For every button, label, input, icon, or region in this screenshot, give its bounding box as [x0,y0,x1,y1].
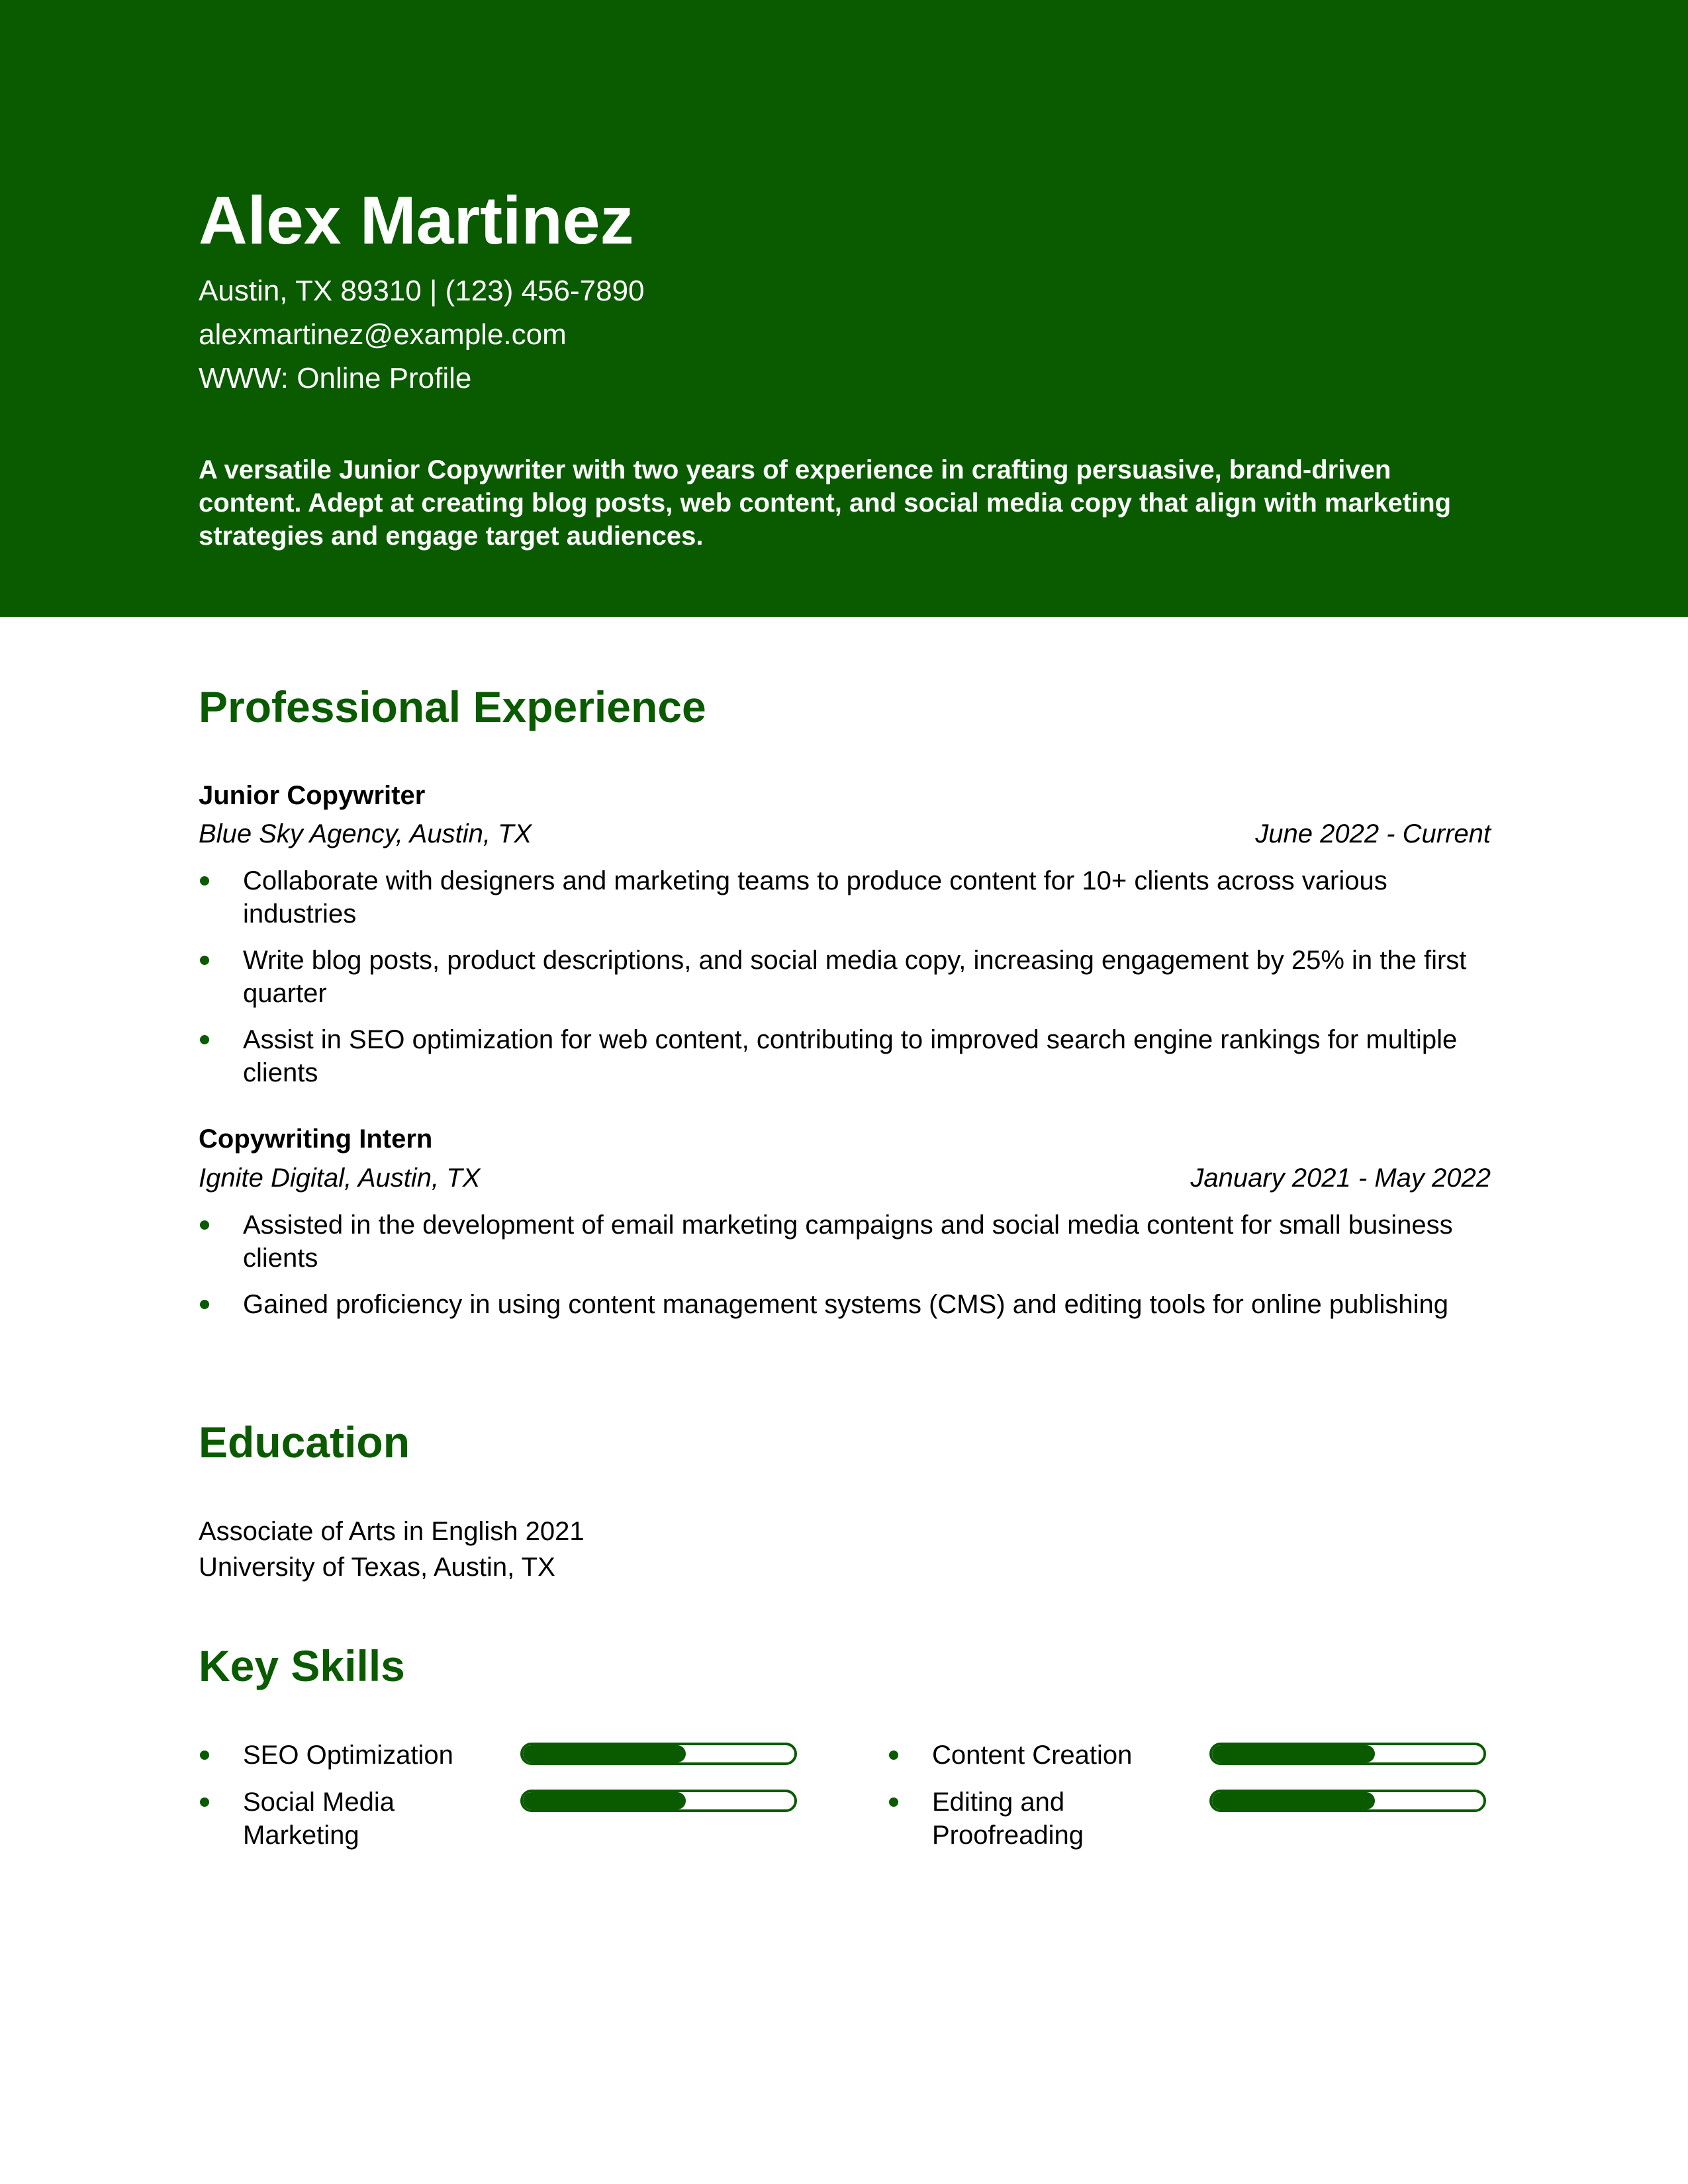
list-item: Write blog posts, product descriptions, and social media copy, increasing engagement by 25% in the first quarter [199,944,1487,1010]
job-bullets [199,1208,1496,1334]
education-section-title: Education [199,1418,410,1467]
skill-level-bar [1209,1743,1486,1765]
education-school: University of Texas, Austin, TX [199,1553,555,1582]
professional-summary: A versatile Junior Copywriter with two years of experience in crafting persuasive, brand-driven content. Adept at creating blog posts, web content, and social media copy that align with marketing strategies and engage target audiences. [199,455,1452,551]
job-title: Copywriting Intern [199,1124,433,1154]
header-banner [0,0,1688,617]
job-company: Ignite Digital, Austin, TX [199,1163,481,1193]
job-company: Blue Sky Agency, Austin, TX [199,819,532,848]
skill-level-bar [1209,1790,1486,1812]
skill-label: Content Creation [932,1741,1133,1770]
experience-section-title: Professional Experience [199,682,706,731]
education-degree: Associate of Arts in English 2021 [199,1517,585,1546]
list-item: Assisted in the development of email marketing campaigns and social media content for small business clients [199,1208,1487,1275]
address-phone: Austin, TX 89310 | (123) 456-7890 [199,275,645,307]
candidate-name: Alex Martinez [199,183,634,258]
list-item: Gained proficiency in using content management systems (CMS) and editing tools for online publishing [199,1288,1487,1321]
job-title: Junior Copywriter [199,781,426,810]
skill-level-fill [523,1745,686,1762]
skill-label: Editing and Proofreading [932,1788,1084,1850]
skills-section-title: Key Skills [199,1641,405,1690]
list-item: Collaborate with designers and marketing teams to produce content for 10+ clients across various industries [199,864,1487,931]
skill-label: Social Media Marketing [243,1788,395,1850]
bullet-icon [889,1751,898,1760]
skill-level-bar [520,1743,797,1765]
email[interactable]: alexmartinez@example.com [199,318,567,351]
skill-level-bar [520,1790,797,1812]
skill-level-fill [1212,1792,1375,1809]
skill-item [888,1786,1490,1858]
job-meta [199,821,1491,847]
skill-level-fill [1212,1745,1375,1762]
skill-item [199,1786,801,1858]
job-meta [199,1165,1491,1191]
job-bullets [199,864,1496,1103]
job-dates: June 2022 - Current [1255,819,1491,848]
bullet-icon [200,1220,209,1230]
bullet-icon [200,1797,209,1807]
bullet-icon [889,1797,898,1807]
bullet-icon [200,1300,209,1309]
bullet-icon [200,1751,209,1760]
job-dates: January 2021 - May 2022 [1190,1163,1491,1193]
skill-level-fill [523,1792,686,1809]
list-item: Assist in SEO optimization for web content, contributing to improved search engine rankings for multiple clients [199,1023,1487,1089]
bullet-icon [200,876,209,886]
bullet-icon [200,1035,209,1044]
website-link[interactable]: WWW: Online Profile [199,362,472,394]
bullet-icon [200,956,209,965]
skill-label: SEO Optimization [243,1741,453,1770]
